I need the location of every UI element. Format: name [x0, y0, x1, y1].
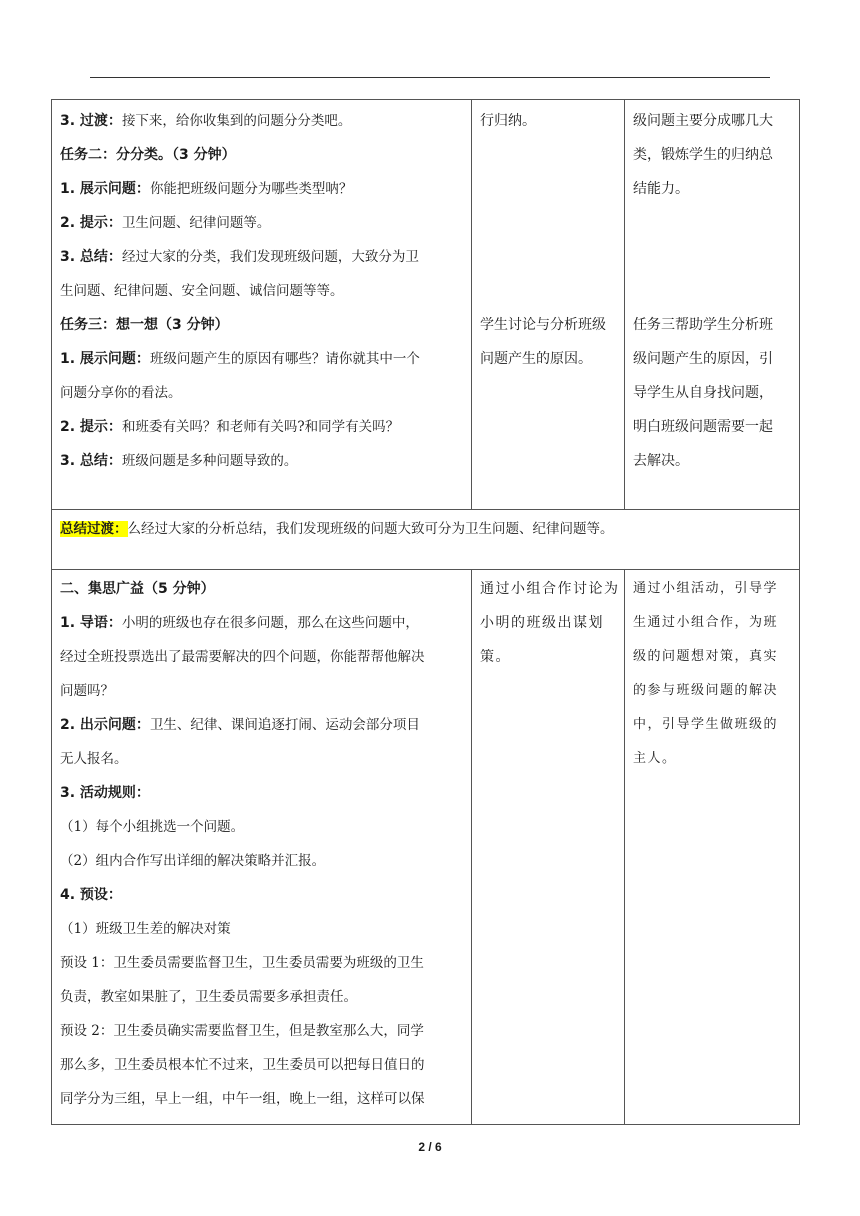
rule-item: （1）每个小组挑选一个问题。 — [60, 819, 245, 835]
step-label: 3. 活动规则： — [60, 785, 150, 801]
design-intent-text: 主人。 — [633, 751, 677, 766]
step-label: 2. 提示： — [60, 215, 122, 231]
design-intent-text: 级问题产生的原因，引 — [633, 351, 773, 367]
design-intent-cell — [625, 570, 800, 1125]
student-activity-text: 行归纳。 — [480, 113, 536, 129]
step-label: 3. 总结： — [60, 249, 122, 265]
step-label: 1. 导语： — [60, 615, 122, 631]
preset-title: （1）班级卫生差的解决对策 — [60, 921, 231, 937]
student-activity-text: 小明的班级出谋划 — [480, 615, 604, 631]
step-label: 3. 过渡： — [60, 113, 122, 129]
table-row — [52, 570, 800, 1125]
section-heading: 二、集思广益（5 分钟） — [60, 581, 215, 597]
step-label: 4. 预设： — [60, 887, 122, 903]
header-rule — [90, 77, 770, 78]
design-intent-text: 通过小组活动，引导学 — [633, 581, 779, 596]
step-text: 问题分享你的看法。 — [60, 385, 182, 401]
preset-text: 负责，教室如果脏了，卫生委员需要多承担责任。 — [60, 989, 357, 1005]
step-label: 2. 提示： — [60, 419, 122, 435]
preset-text: 预设 2：卫生委员确实需要监督卫生，但是教室那么大，同学 — [60, 1023, 424, 1039]
design-intent-cell — [625, 100, 800, 510]
summary-label: 总结过渡： — [60, 521, 128, 537]
student-activity-text: 通过小组合作讨论为 — [480, 581, 620, 597]
student-activity-text: 学生讨论与分析班级 — [480, 317, 606, 333]
step-label: 2. 出示问题： — [60, 717, 150, 733]
activity-cell — [52, 570, 472, 1125]
step-text: 生问题、纪律问题、安全问题、诚信问题等等。 — [60, 283, 344, 299]
step-text: 问题吗？ — [60, 683, 114, 699]
task-heading: 任务二：分分类。（3 分钟） — [60, 147, 236, 163]
step-text: 你能把班级问题分为哪些类型呐？ — [149, 181, 353, 197]
table-row — [52, 100, 800, 510]
student-activity-text: 策。 — [480, 649, 511, 665]
design-intent-text: 去解决。 — [633, 453, 689, 469]
preset-text: 同学分为三组，早上一组，中午一组，晚上一组，这样可以保 — [60, 1091, 425, 1107]
summary-text: 么经过大家的分析总结，我们发现班级的问题大致可分为卫生问题、纪律问题等。 — [127, 521, 614, 537]
task-heading: 任务三：想一想（3 分钟） — [60, 317, 229, 333]
step-text: 卫生问题、纪律问题等。 — [121, 215, 271, 231]
student-activity-cell — [472, 100, 625, 510]
step-label: 1. 展示问题： — [60, 181, 150, 197]
step-text: 经过全班投票选出了最需要解决的四个问题，你能帮帮他解决 — [60, 649, 425, 665]
step-text: 接下来，给你收集到的问题分分类吧。 — [121, 113, 352, 129]
summary-cell — [52, 510, 800, 570]
lesson-plan-table — [51, 99, 800, 1125]
step-label: 3. 总结： — [60, 453, 122, 469]
step-label: 1. 展示问题： — [60, 351, 150, 367]
design-intent-text: 级的问题想对策，真实 — [633, 649, 779, 664]
design-intent-text: 的参与班级问题的解决 — [633, 683, 779, 698]
preset-text: 预设 1：卫生委员需要监督卫生，卫生委员需要为班级的卫生 — [60, 955, 424, 971]
preset-text: 那么多，卫生委员根本忙不过来，卫生委员可以把每日值日的 — [60, 1057, 425, 1073]
rule-item: （2）组内合作写出详细的解决策略并汇报。 — [60, 853, 326, 869]
design-intent-text: 中，引导学生做班级的 — [633, 717, 779, 732]
design-intent-text: 任务三帮助学生分析班 — [633, 317, 773, 333]
step-text: 班级问题产生的原因有哪些？请你就其中一个 — [149, 351, 420, 367]
step-text: 小明的班级也存在很多问题，那么在这些问题中， — [121, 615, 419, 631]
design-intent-text: 明白班级问题需要一起 — [633, 419, 773, 435]
step-text: 卫生、纪律、课间追逐打闹、运动会部分项目 — [149, 717, 420, 733]
design-intent-text: 级问题主要分成哪几大 — [633, 113, 773, 129]
student-activity-text: 问题产生的原因。 — [480, 351, 592, 367]
summary-row — [52, 510, 800, 570]
step-text: 和班委有关吗？和老师有关吗?和同学有关吗？ — [121, 419, 400, 435]
step-text: 经过大家的分类，我们发现班级问题，大致分为卫 — [121, 249, 419, 265]
design-intent-text: 导学生从自身找问题， — [633, 385, 773, 401]
design-intent-text: 生通过小组合作，为班 — [633, 615, 779, 630]
step-text: 无人报名。 — [60, 751, 128, 767]
design-intent-text: 结能力。 — [633, 181, 689, 197]
step-text: 班级问题是多种问题导致的。 — [121, 453, 298, 469]
design-intent-text: 类，锻炼学生的归纳总 — [633, 147, 773, 163]
page-number: 2 / 6 — [418, 1140, 442, 1154]
student-activity-cell — [472, 570, 625, 1125]
activity-cell — [52, 100, 472, 510]
